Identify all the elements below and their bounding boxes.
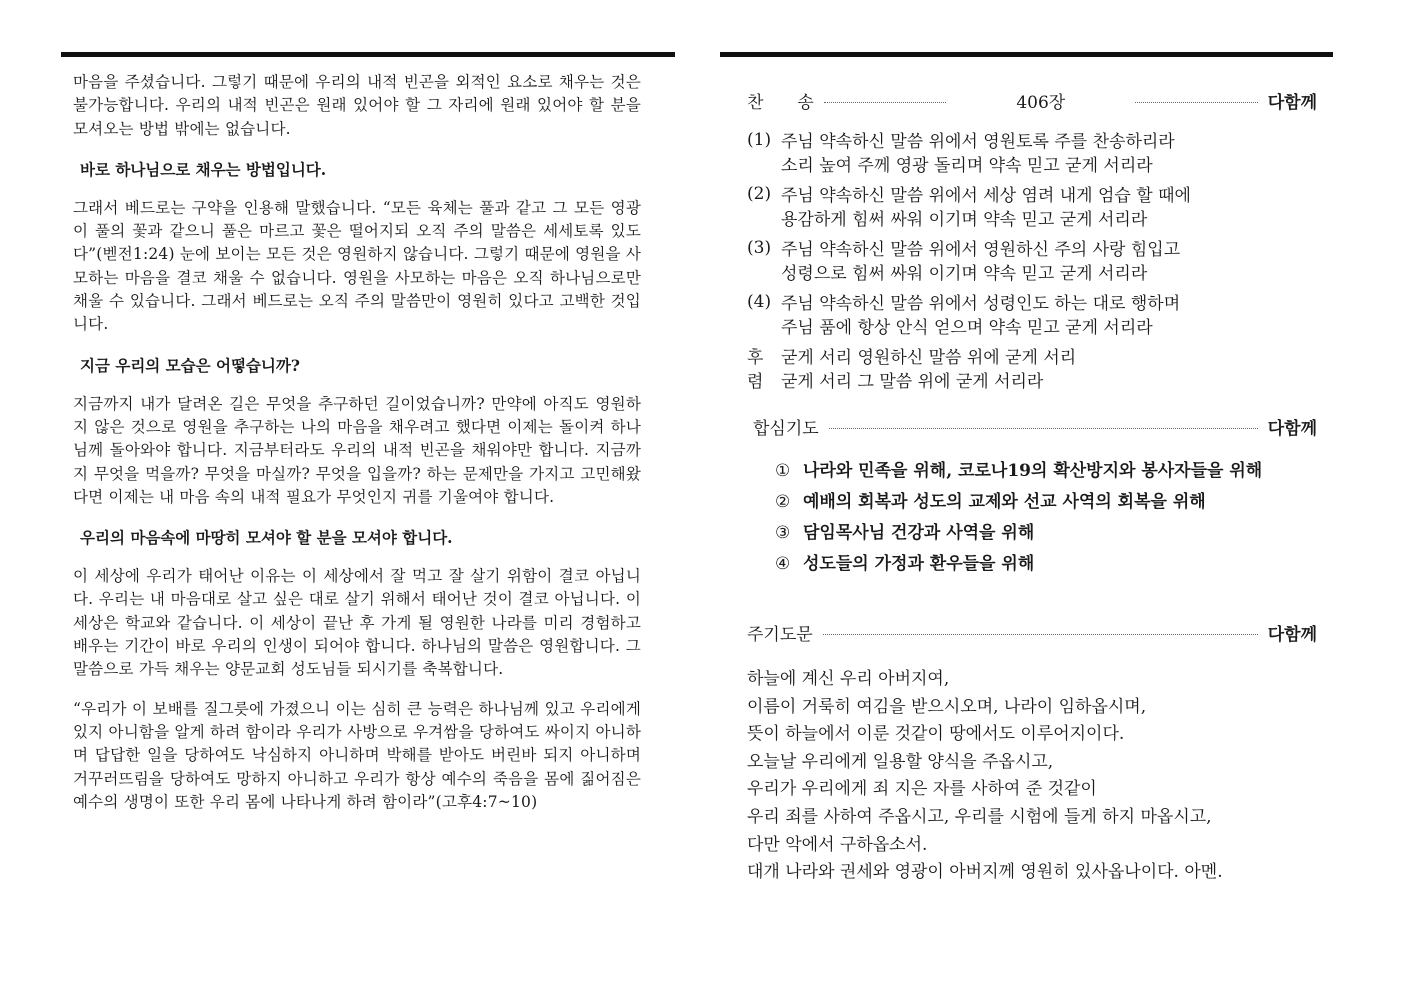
verse-number: (2) [747,184,772,204]
verse-line: 주님 약속하신 말씀 위에서 성령인도 하는 대로 행하며 [781,294,1181,314]
prayer-line: 뜻이 하늘에서 이룬 것같이 땅에서도 이루어지이다. [747,724,1125,745]
leader-dots [1135,102,1258,103]
hymn-verse [747,292,1317,340]
sermon-column [73,71,641,814]
sermon-paragraph-2: 그래서 베드로는 구약을 인용해 말했습니다. “모든 육체는 풀과 같고 그 모든 영광이 풀의 꽃과 같으니 풀은 마르고 꽃은 떨어지되 오직 주의 말씀은 세세토록 있도다”(벧전1:24) 눈에 보이는 모든 것은 영원하지 않습니다. 그렇기 때문에 영원을 사모하는 마음을 결코 채울 수 없습니다. 영원을 사모하는 마음은 오직 하나님으로만 채울 수 있습니다. 그래서 베드로는 오직 주의 말씀만이 영원히 있다고 고백한 것입니다. [73,198,641,334]
verse-line: 주님 약속하신 말씀 위에서 영원토록 주를 찬송하리라 [781,132,1175,152]
item-marker: ② [775,492,791,512]
leader-dots [824,102,947,103]
prayer-line: 이름이 거룩히 여김을 받으시오며, 나라이 임하옵시며, [747,696,1147,717]
prayer-line: 대개 나라와 권세와 영광이 아버지께 영원히 있사옵나이다. 아멘. [747,862,1223,883]
lords-prayer-participants: 다함께 [1267,624,1317,645]
leader-dots [823,634,1258,635]
prayer-label: 합심기도 [753,418,819,439]
refrain-tag: 렴 [747,372,764,392]
refrain-text: 굳게 서리 그 말씀 위에 굳게 서리라 [781,372,1044,392]
refrain-tag: 후 [747,348,764,368]
sermon-heading-1: 바로 하나님으로 채우는 방법입니다. [80,159,327,179]
prayer-line: 우리 죄를 사하여 주옵시고, 우리를 시험에 들게 하지 마옵시고, [747,806,1212,827]
prayer-item [775,456,1317,487]
item-marker: ③ [775,523,791,543]
verse-line: 성령으로 힘써 싸워 이기며 약속 믿고 굳게 서리라 [781,264,1148,284]
lords-prayer-text [747,666,1317,887]
prayer-header [747,406,1317,446]
hymn-refrain-line [747,370,1317,394]
sermon-paragraph-3: 지금까지 내가 달려온 길은 무엇을 추구하던 길이었습니까? 만약에 아직도 영원하지 않은 것으로 영원을 추구하는 나의 마음을 채우려고 했다면 이제는 돌이켜 하나님께 돌아와야 합니다. 지금부터라도 우리의 내적 빈곤을 채워야만 합니다. 지금까지 무엇을 먹을까? 무엇을 마실까? 무엇을 입을까? 하는 문제만을 가지고 고민해왔다면 이제는 내 마음 속의 내적 필요가 무엇인지 귀를 기울여야 합니다. [73,394,641,506]
verse-line: 주님 약속하신 말씀 위에서 세상 염려 내게 엄습 할 때에 [781,186,1191,206]
refrain-text: 굳게 서리 영원하신 말씀 위에 굳게 서리 [781,348,1077,368]
prayer-item [775,487,1317,518]
hymn-label: 찬 송 [747,92,814,113]
hymn-verse [747,238,1317,286]
item-marker: ① [775,461,791,481]
left-top-rule [61,52,675,57]
verse-line: 주님 품에 항상 안식 얻으며 약속 믿고 굳게 서리라 [781,318,1153,338]
lords-prayer-header [747,612,1317,652]
sermon-paragraph-1: 마음을 주셨습니다. 그렇기 때문에 우리의 내적 빈곤을 외적인 요소로 채우는 것은 불가능합니다. 우리의 내적 빈곤은 원래 있어야 할 그 자리에 원래 있어야 할 분을 모셔오는 방법 밖에는 없습니다. [73,73,641,138]
right-top-rule [720,52,1333,57]
verse-number: (3) [747,238,772,258]
worship-order-column [747,80,1317,887]
hymn-participants: 다함께 [1267,92,1318,113]
prayer-item [775,549,1317,580]
hymn-refrain-line [747,346,1317,370]
prayer-text: 성도들의 가정과 환우들을 위해 [803,554,1035,574]
hymn-verse [747,184,1317,232]
verse-line: 소리 높여 주께 영광 돌리며 약속 믿고 굳게 서리라 [781,156,1153,176]
hymn-header [747,80,1317,120]
prayer-line: 오늘날 우리에게 일용할 양식을 주옵시고, [747,751,1054,772]
hymn-verse [747,130,1317,178]
verse-number: (1) [747,130,772,150]
prayer-text: 담임목사님 건강과 사역을 위해 [803,523,1035,543]
lords-prayer-label: 주기도문 [747,624,813,645]
prayer-participants: 다함께 [1267,418,1317,439]
prayer-text: 예배의 회복과 성도의 교제와 선교 사역의 회복을 위해 [803,492,1206,512]
item-marker: ④ [775,554,791,574]
prayer-text: 나라와 민족을 위해, 코로나19의 확산방지와 봉사자들을 위해 [803,461,1263,481]
sermon-paragraph-4: 이 세상에 우리가 태어난 이유는 이 세상에서 잘 먹고 잘 살기 위함이 결코 아닙니다. 우리는 내 마음대로 살고 싶은 대로 살기 위해서 태어난 것이 결코 아닙니다. 이 세상은 학교와 같습니다. 이 세상이 끝난 후 가게 될 영원한 나라를 미리 경험하고 배우는 기간이 바로 우리의 인생이 되어야 합니다. 하나님의 말씀은 영원합니다. 그 말씀으로 가득 채우는 양문교회 성도님들 되시기를 축복합니다. [73,567,641,679]
prayer-line: 하늘에 계신 우리 아버지여, [747,669,950,689]
verse-line: 용감하게 힘써 싸워 이기며 약속 믿고 굳게 서리라 [781,210,1148,230]
verse-number: (4) [747,292,772,312]
hymn-number: 406장 [1016,92,1066,113]
scripture-quote: “우리가 이 보배를 질그릇에 가졌으니 이는 심히 큰 능력은 하나님께 있고 우리에게 있지 아니함을 알게 하려 함이라 우리가 사방으로 우겨쌈을 당하여도 싸이지 아니하며 답답한 일을 당하여도 낙심하지 아니하며 박해를 받아도 버린바 되지 아니하며 거꾸러뜨림을 당하여도 망하지 아니하고 우리가 항상 예수의 죽음을 몸에 짊어짐은 예수의 생명이 또한 우리 몸에 나타나게 하려 함이라”(고후4:7~10) [73,699,641,811]
prayer-line: 우리가 우리에게 죄 지은 자를 사하여 준 것같이 [747,779,1097,800]
leader-dots [829,428,1258,429]
verse-line: 주님 약속하신 말씀 위에서 영원하신 주의 사랑 힘입고 [781,240,1181,260]
prayer-line: 다만 악에서 구하옵소서. [747,834,928,855]
prayer-item [775,518,1317,549]
sermon-heading-3: 우리의 마음속에 마땅히 모셔야 할 분을 모셔야 합니다. [80,528,453,548]
sermon-heading-2: 지금 우리의 모습은 어떻습니까? [80,355,300,375]
